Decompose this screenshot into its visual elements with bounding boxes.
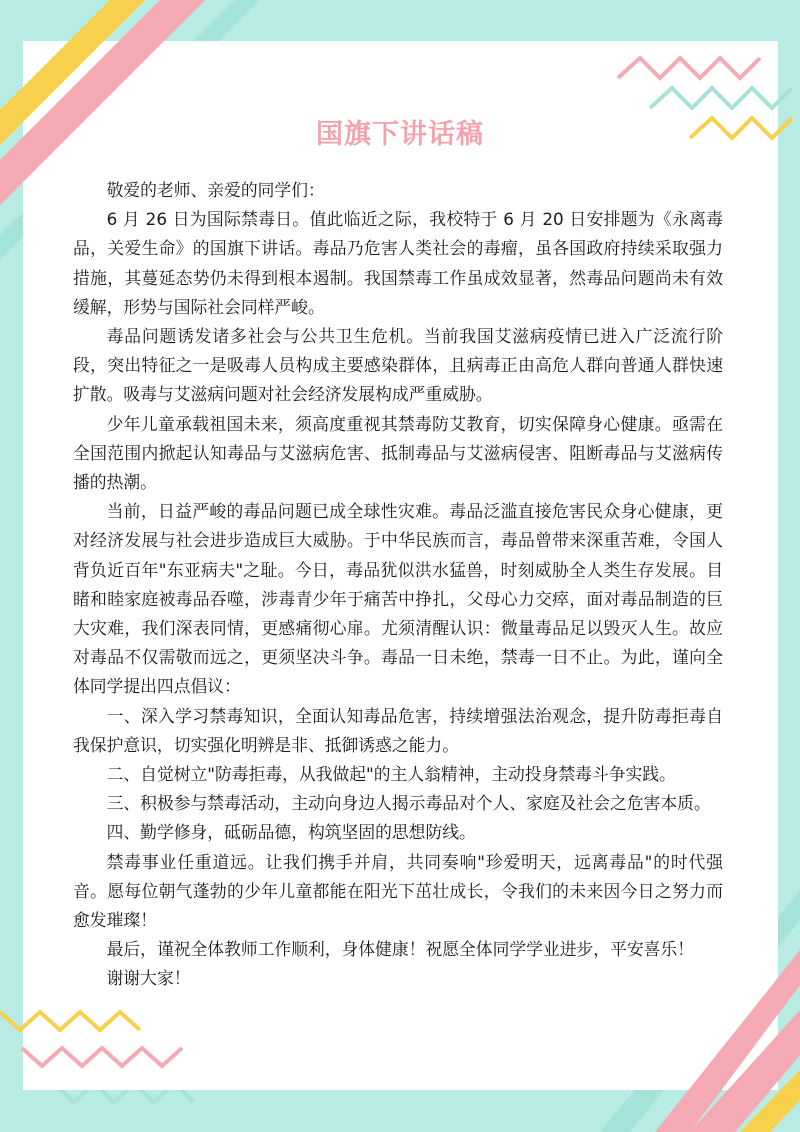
greeting: 敬爱的老师、亲爱的同学们： bbox=[106, 180, 325, 200]
document-title: 国旗下讲话稿 bbox=[316, 119, 484, 150]
thanks: 谢谢大家！ bbox=[106, 968, 191, 989]
proposal-four: 四、勤学修身，砥砺品德，构筑坚固的思想防线。 bbox=[106, 822, 476, 843]
speech-body bbox=[73, 176, 723, 994]
proposal-three: 三、积极参与禁毒活动，主动向身边人揭示毒品对个人、家庭及社会之危害本质。 bbox=[106, 793, 711, 814]
paragraph-wishes: 最后，谨祝全体教师工作顺利，身体健康！祝愿全体同学学业进步，平安喜乐！ bbox=[106, 939, 694, 960]
paragraph-aids-crisis: 毒品问题诱发诸多社会与公共卫生危机。当前我国艾滋病疫情已进入广泛流行阶段，突出特征之一是吸毒人员构成主要感染群体，且病毒正由高危人群向普通人群快速扩散。吸毒与艾滋病问题对社会经济发展构成严重威胁。 bbox=[73, 326, 723, 405]
overlap-top-left bbox=[0, 0, 205, 205]
paragraph-intro: 6 月 26 日为国际禁毒日。值此临近之际，我校特于 6 月 20 日安排题为《永离毒品，关爱生命》的国旗下讲话。毒品乃危害人类社会的毒瘤，虽各国政府持续采取强力措施，其蔓延态势仍未得到根本遏制。我国禁毒工作虽成效显著，然毒品问题尚未有效缓解，形势与国际社会同样严峻。 bbox=[73, 209, 723, 317]
proposal-one: 一、深入学习禁毒知识，全面认知毒品危害，持续增强法治观念，提升防毒拒毒自我保护意识，切实强化明辨是非、抵御诱惑之能力。 bbox=[73, 705, 723, 755]
paragraph-closing-call: 禁毒事业任重道远。让我们携手并肩，共同奏响"珍爱明天，远离毒品"的时代强音。愿每位朝气蓬勃的少年儿童都能在阳光下茁壮成长，令我们的未来因今日之努力而愈发璀璨！ bbox=[73, 851, 723, 931]
paragraph-youth-education: 少年儿童承载祖国未来，须高度重视其禁毒防艾教育，切实保障身心健康。亟需在全国范围内掀起认知毒品与艾滋病危害、抵制毒品与艾滋病侵害、阻断毒品与艾滋病传播的热潮。 bbox=[73, 413, 723, 493]
proposal-two: 二、自觉树立"防毒拒毒，从我做起"的主人翁精神，主动投身禁毒斗争实践。 bbox=[106, 764, 676, 785]
paragraph-global-disaster: 当前，日益严峻的毒品问题已成全球性灾难。毒品泛滥直接危害民众身心健康，更对经济发展与社会进步造成巨大威胁。于中华民族而言，毒品曾带来深重苦难，令国人背负近百年"东亚病夫"之耻。今日，毒品犹似洪水猛兽，时刻威胁全人类生存发展。目睹和睦家庭被毒品吞噬，涉毒青少年于痛苦中挣扎，父母心力交瘁，面对毒品制造的巨大灾难，我们深表同情，更感痛彻心扉。尤须清醒认识：微量毒品足以毁灭人生。故应对毒品不仅需敬而远之，更须坚决斗争。毒品一日未绝，禁毒一日不止。为此，谨向全体同学提出四点倡议： bbox=[73, 501, 723, 697]
overlap-bottom-left-zigzags bbox=[0, 1012, 182, 1066]
